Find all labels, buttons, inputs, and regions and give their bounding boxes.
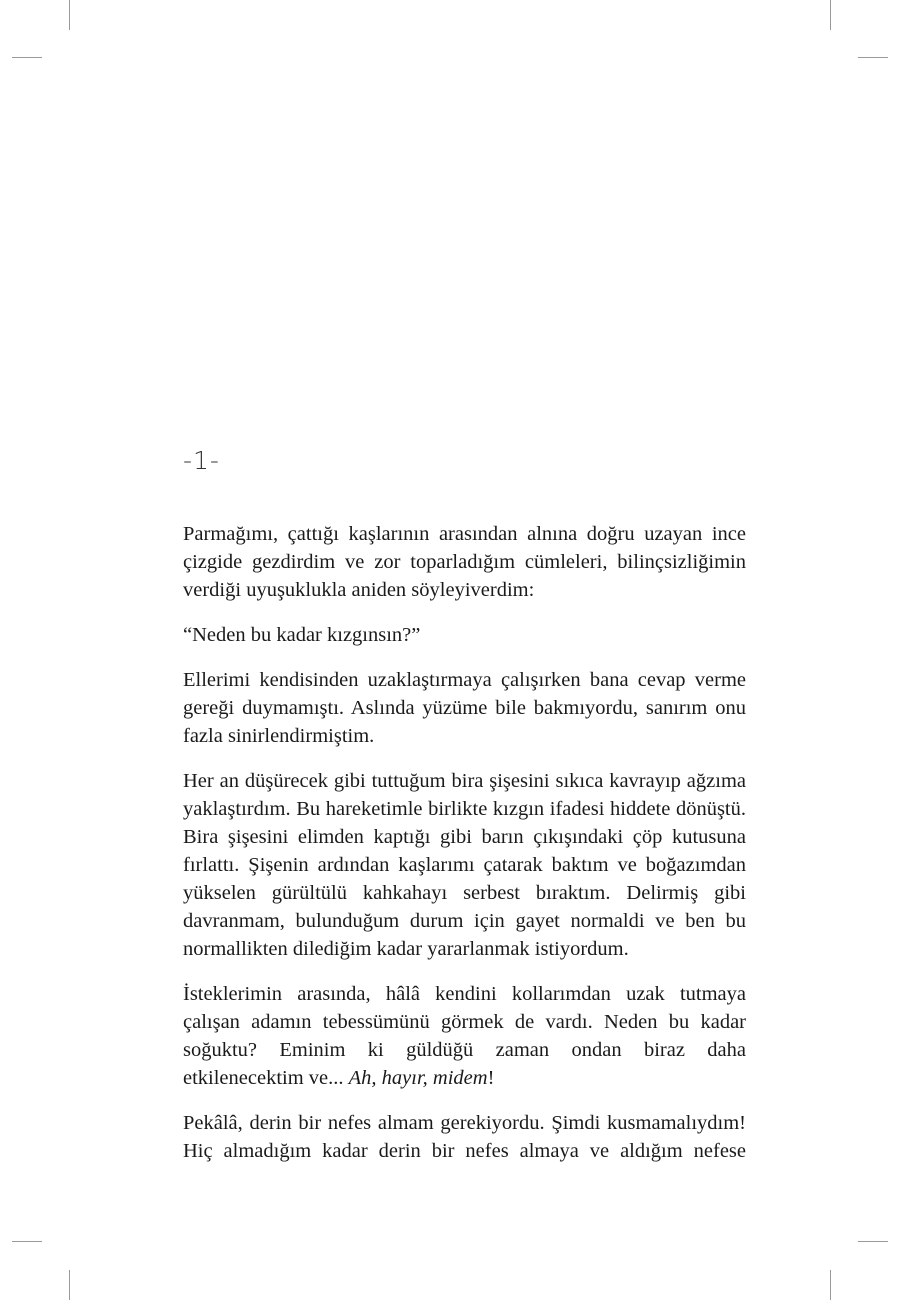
chapter-heading: -1- [183, 446, 220, 475]
paragraph: Her an düşürecek gibi tuttuğum bira şişesini sıkıca kavrayıp ağzıma yaklaştırdım. Bu hareketimle birlikte kızgın ifadesi hiddete dönüştü. Bira şişesini elimden kaptığı gibi barın çıkışındaki çöp kutusuna fırlattı. Şişenin ardından kaşlarımı çatarak baktım ve boğazımdan yükselen gürültülü kahkahayı serbest bıraktım. Delirmiş gibi davranmam, bulunduğum durum için gayet normaldi ve ben bu normallikten dilediğim kadar yararlanmak istiyordum. [183, 770, 746, 960]
crop-mark-top-left [69, 0, 70, 30]
crop-mark-top-right [830, 0, 831, 30]
crop-mark-top-left-h [12, 57, 42, 58]
crop-mark-top-right-h [858, 57, 888, 58]
crop-mark-bottom-left-h [12, 1241, 42, 1242]
paragraph [183, 980, 746, 1092]
italic-text: Ah, hayır, midem [348, 1067, 488, 1089]
paragraph-text: İsteklerimin arasında, hâlâ kendini kollarımdan uzak tutmaya çalışan adamın tebessümünü görmek de vardı. Neden bu kadar soğuktu? Eminim ki güldüğü zaman ondan biraz daha etkilenecektim ve... [183, 983, 746, 1089]
crop-mark-bottom-right-h [858, 1241, 888, 1242]
paragraph: “Neden bu kadar kızgınsın?” [183, 624, 421, 646]
crop-mark-bottom-right [830, 1270, 831, 1300]
paragraph: Pekâlâ, derin bir nefes almam gerekiyordu. Şimdi kusmamalıydım! Hiç almadığım kadar derin bir nefes almaya ve aldığım nefese [183, 1112, 746, 1162]
paragraph: Ellerimi kendisinden uzaklaştırmaya çalışırken bana cevap verme gereği duymamıştı. Aslında yüzüme bile bakmıyordu, sanırım onu fazla sinirlendirmiştim. [183, 669, 746, 747]
paragraph-tail: ! [487, 1067, 495, 1089]
paragraph: Parmağımı, çattığı kaşlarının arasından alnına doğru uzayan ince çizgide gezdirdim ve zor toparladığım cümleleri, bilinçsizliğimin verdiği uyuşuklukla aniden söyleyiverdim: [183, 523, 746, 601]
crop-mark-bottom-left [69, 1270, 70, 1300]
body-text [183, 520, 746, 1182]
